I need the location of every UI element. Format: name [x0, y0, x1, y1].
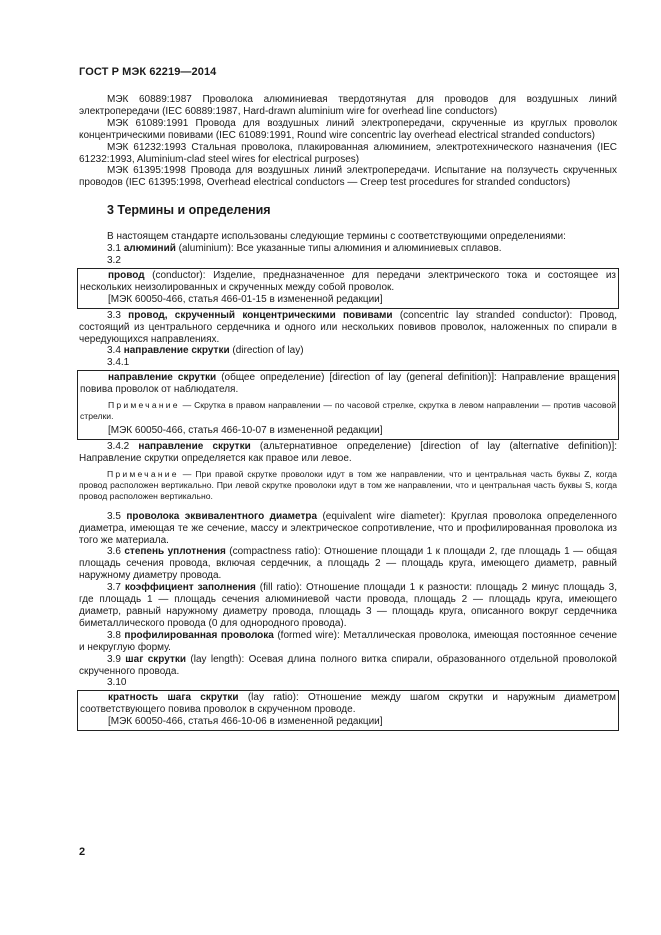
note-label: Примечание	[108, 400, 180, 411]
term-3-1: 3.1 алюминий (aluminium): Все указанные типы алюминия и алюминиевых сплавов.	[107, 243, 502, 255]
term-name: направление скрутки	[108, 372, 217, 384]
term-3-7: 3.7 коэффициент заполнения (fill ratio): Отношение площади 1 к разности: площадь 2 минус площадь 3, где площадь 1 — площадь сечения алюминиевой части провода, площадь 2 — площадь круга, имеющего диаметр, равный наружному диаметру провода, площадь 3 — площадь круга, описанного вокруг сердечника биметаллического провода (0 для однородного провода).	[79, 582, 618, 629]
term-3-5: 3.5 проволока эквивалентного диаметра (equivalent wire diameter): Круглая проволока определенного диаметра, имеющая те же сечение, массу и электрическое сопротивление, что и профилированная проволока из того же материала.	[79, 510, 617, 546]
note: Примечание — Скрутка в правом направлении — по часовой стрелке, скрутка в левом направлении — против часовой стрелки.	[80, 400, 616, 422]
section-intro: В настоящем стандарте использованы следующие термины с соответствующими определениями:	[107, 231, 566, 243]
term-3-6: 3.6 степень уплотнения (compactness ratio): Отношение площади 1 к площади 2, где площадь 1 — общая площадь сечения провода, включая сердечник, а площадь 2 — площадь круга, имеющего диаметр, равный наружному диаметру провода.	[79, 546, 618, 582]
term-3-8: 3.8 профилированная проволока (formed wire): Металлическая проволока, имеющая постоянное сечение и некруглую форму.	[79, 629, 618, 653]
reference-item: МЭК 61232:1993 Стальная проволока, плакированная алюминием, электротехнического назначения (IEC 61232:1993, Aluminium-clad steel wires for electrical purposes)	[79, 141, 617, 165]
term-3-4-2: 3.4.2 направление скрутки (альтернативное определение) [direction of lay (alternative definition)]: Направление скрутки определяется как правое или левое.	[79, 440, 617, 464]
term-number: 3.2	[107, 255, 121, 267]
definition-box	[77, 268, 619, 309]
note: Примечание — При правой скрутке проволоки идут в том же направлении, что и центральная часть буквы Z, когда провод расположен вертикально. При левой скрутке проволоки идут в том же направлении, что и центральная часть буквы S, когда провод расположен вертикально.	[79, 468, 617, 501]
document-body	[79, 94, 617, 732]
term-name: алюминий	[123, 243, 176, 255]
term-name: направление скрутки	[138, 440, 251, 452]
term-3-3: 3.3 провод, скрученный концентрическими повивами (concentric lay stranded conductor): Провод, состоящий из центрального сердечника и одного или нескольких повивов проволок, наложенных по спирали в чередующихся направлениях.	[79, 309, 617, 345]
definition-box	[77, 690, 619, 731]
term-name: провод, скрученный концентрическими повивами	[128, 309, 393, 321]
reference-item: МЭК 61089:1991 Провода для воздушных линий электропередачи, скрученные из круглых проволок концентрическими повивами (IEC 61089:1991, Round wire concentric lay overhead electrical stranded conductors)	[79, 117, 617, 141]
term-name: степень уплотнения	[124, 546, 226, 558]
note-label: Примечание	[107, 468, 179, 479]
reference-item: МЭК 61395:1998 Провода для воздушных линий электропередачи. Испытание на ползучесть скрученных проводов (IEC 61395:1998, Overhead electrical conductors — Creep test procedures for stranded conductors)	[79, 165, 617, 189]
definition-box	[77, 370, 619, 440]
section-heading: 3 Термины и определения	[107, 203, 271, 218]
term-number: 3.4.1	[107, 357, 130, 369]
term-3-2: провод (conductor): Изделие, предназначенное для передачи электрического тока и состоящее из нескольких неизолированных и скрученных между собой проволок.	[80, 269, 616, 293]
reference-item: МЭК 60889:1987 Проволока алюминиевая твердотянутая для проводов для воздушных линий электропередачи (IEC 60889:1987, Hard-drawn aluminium wire for overhead line conductors)	[79, 94, 617, 117]
term-name: проволока эквивалентного диаметра	[126, 510, 318, 522]
source-reference: [МЭК 60050-466, статья 466-01-15 в измененной редакции]	[108, 293, 383, 305]
term-name: направление скрутки	[123, 345, 230, 357]
term-name: профилированная проволока	[124, 629, 274, 641]
term-name: кратность шага скрутки	[108, 692, 239, 704]
term-3-4-1: направление скрутки (общее определение) [direction of lay (general definition)]: Направление вращения повива проволок от наблюдателя.	[80, 372, 616, 396]
term-3-9: 3.9 шаг скрутки (lay length): Осевая длина полного витка спирали, образованного отдельной проволокой скрученного провода.	[79, 653, 618, 677]
term-name: коэффициент заполнения	[124, 582, 256, 594]
term-3-10: кратность шага скрутки (lay ratio): Отношение между шагом скрутки и наружным диаметром соответствующего повива проволок в скрученном проводе.	[80, 692, 616, 716]
term-number: 3.10	[107, 677, 127, 689]
standard-header: ГОСТ Р МЭК 62219—2014	[79, 66, 217, 78]
source-reference: [МЭК 60050-466, статья 466-10-06 в измененной редакции]	[108, 716, 383, 728]
term-name: шаг скрутки	[125, 653, 187, 665]
term-name: провод	[108, 269, 145, 281]
page-number: 2	[79, 846, 86, 858]
source-reference: [МЭК 60050-466, статья 466-10-07 в измененной редакции]	[108, 425, 383, 437]
term-3-4: 3.4 направление скрутки (direction of lay)	[107, 345, 304, 357]
